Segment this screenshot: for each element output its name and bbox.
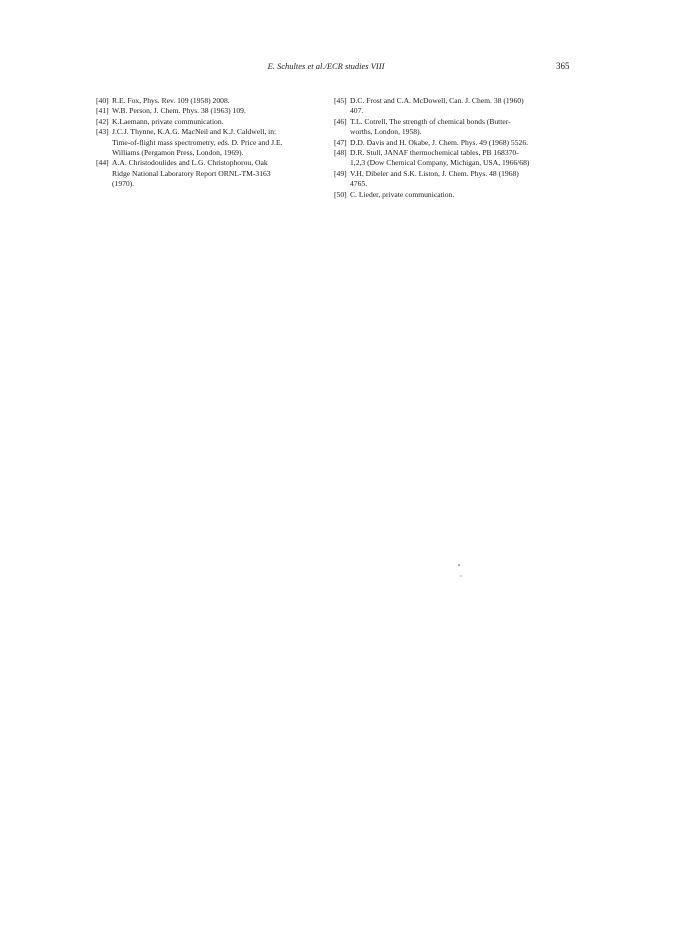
reference-number: [49] xyxy=(334,168,347,178)
reference-text-line: C. Lieder, private communication. xyxy=(350,189,455,199)
reference-text-line: 1,2,3 (Dow Chemical Company, Michigan, USA, 1966/68) xyxy=(350,158,530,168)
reference-item xyxy=(96,117,324,127)
reference-number: [44] xyxy=(96,158,109,168)
reference-number: [41] xyxy=(96,106,109,116)
reference-text-line: T.L. Cotrell, The strength of chemical bonds (Butter- xyxy=(350,116,511,126)
running-head: E. Schultes et al./ECR studies VIII xyxy=(267,61,385,71)
reference-text-line: D.R. Stull, JANAF thermochemical tables, PB 168370- xyxy=(350,148,519,158)
scan-specks xyxy=(455,562,465,582)
references-left-column xyxy=(96,96,324,190)
reference-item xyxy=(334,169,624,190)
reference-number: [42] xyxy=(96,116,109,126)
reference-text-line: R.E. Fox, Phys. Rev. 109 (1958) 2008. xyxy=(112,96,230,105)
reference-item xyxy=(334,117,624,138)
reference-item xyxy=(334,148,624,169)
reference-text-line: 4765. xyxy=(350,179,368,189)
reference-text-line: V.H. Dibeler and S.K. Liston, J. Chem. Phys. 48 (1968) xyxy=(350,168,519,178)
reference-text-line: Ridge National Laboratory Report ORNL-TM-3163 xyxy=(112,168,271,178)
references-right-column xyxy=(334,96,624,200)
reference-text-line: 407. xyxy=(350,106,364,116)
reference-text-line: A.A. Christodoulides and L.G. Christophorou, Oak xyxy=(112,158,268,168)
reference-text-line: W.B. Person, J. Chem. Phys. 38 (1963) 109. xyxy=(112,106,246,116)
reference-item xyxy=(96,127,324,158)
reference-item xyxy=(96,158,324,189)
reference-item xyxy=(96,106,324,116)
reference-text-line: D.D. Davis and H. Okabe, J. Chem. Phys. 49 (1968) 5526. xyxy=(350,137,529,147)
reference-text-line: D.C. Frost and C.A. McDowell, Can. J. Chem. 38 (1960) xyxy=(350,96,524,105)
reference-number: [47] xyxy=(334,137,347,147)
reference-item xyxy=(334,190,624,200)
reference-text-line: Williams (Pergamon Press, London, 1969). xyxy=(112,148,244,158)
reference-text-line: Time-of-flight mass spectrometry, eds. D. Price and J.E. xyxy=(112,137,283,147)
reference-number: [45] xyxy=(334,96,347,105)
reference-item xyxy=(96,96,324,106)
reference-number: [50] xyxy=(334,189,347,199)
reference-number: [43] xyxy=(96,127,109,137)
page-number: 365 xyxy=(556,61,570,71)
reference-item xyxy=(334,138,624,148)
reference-text-line: J.C.J. Thynne, K.A.G. MacNeil and K.J. Caldwell, in: xyxy=(112,127,277,137)
reference-number: [46] xyxy=(334,116,347,126)
reference-number: [40] xyxy=(96,96,109,105)
reference-text-line: K.Laemann, private communication. xyxy=(112,116,224,126)
reference-number: [48] xyxy=(334,148,347,158)
reference-item xyxy=(334,96,624,117)
reference-text-line: (1970). xyxy=(112,179,135,189)
reference-text-line: worths, London, 1958). xyxy=(350,127,422,137)
